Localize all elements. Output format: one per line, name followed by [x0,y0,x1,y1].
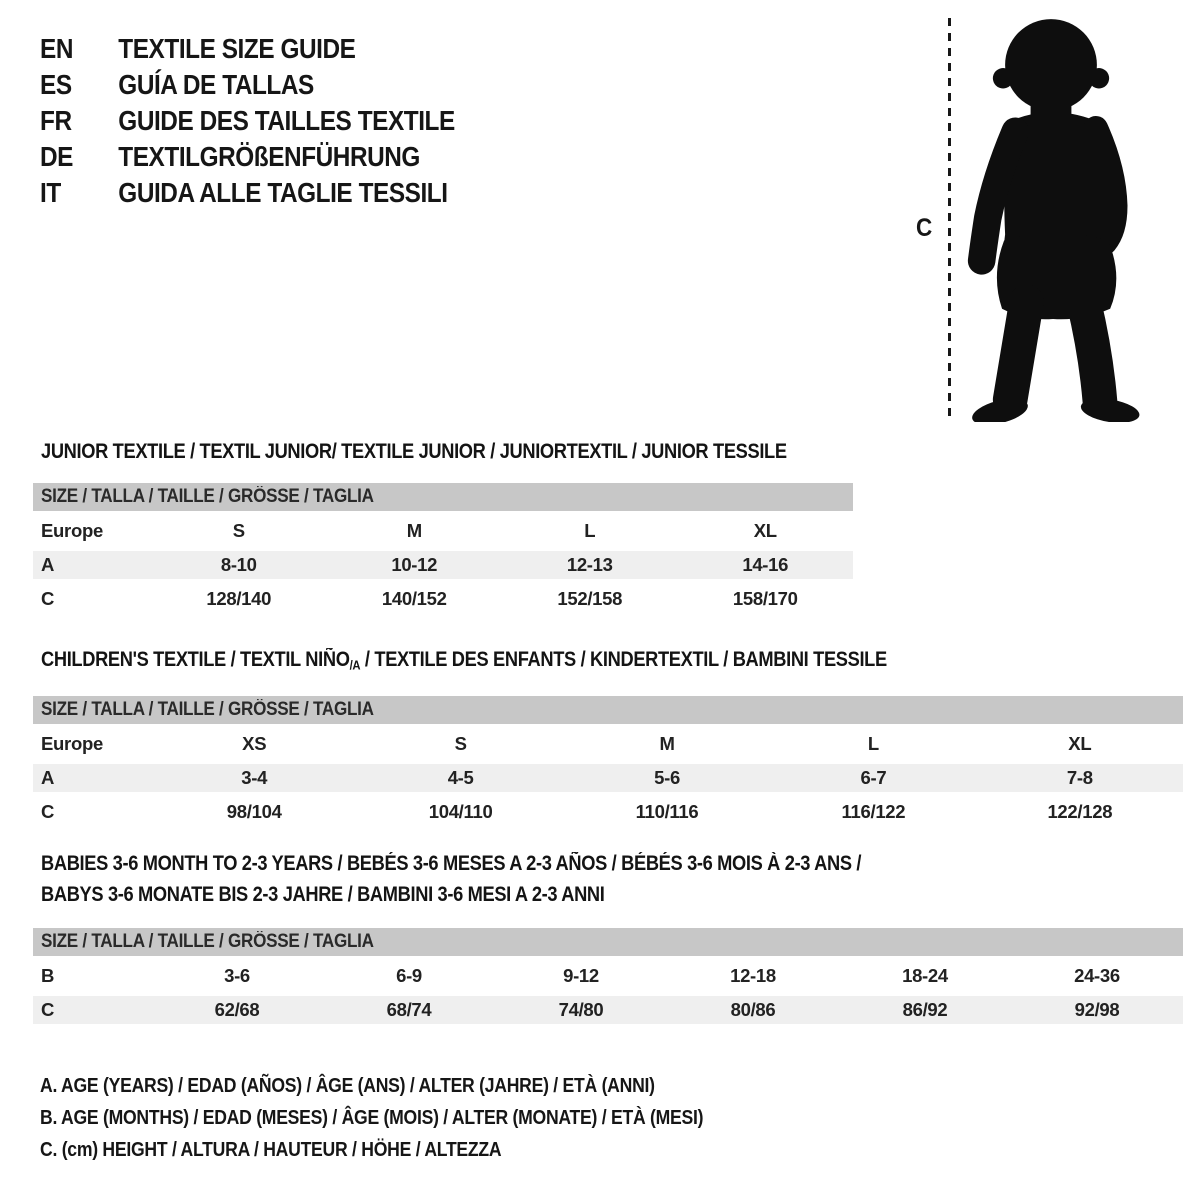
row-label: A [41,554,55,575]
table-row-b [33,959,1183,993]
table-row-a [33,551,853,579]
cell-value: 128/140 [206,588,272,609]
cell-value: L [584,520,596,541]
section-junior-textile [33,436,853,616]
row-label: B [41,965,55,986]
language-code: DE [40,141,73,172]
language-title: GUÍA DE TALLAS [118,69,314,100]
table-row-c [33,582,853,616]
cell-value: 7-8 [1066,767,1093,789]
cell-value: 6-7 [860,767,887,789]
row-label: Europe [41,520,103,541]
language-code: EN [40,33,73,64]
cell-value: 12-18 [730,965,776,986]
cell-value: 122/128 [1047,801,1113,823]
table-row-c [33,795,1183,829]
cell-value: S [454,733,467,755]
cell-value: 6-9 [396,965,422,986]
height-measure-line [948,18,951,418]
cell-value: 5-6 [654,767,680,789]
table-row-europe [33,514,853,548]
section-title-segment: BABYS 3-6 MONATE BIS 2-3 JAHRE / BAMBINI 3-6 MESI A 2-3 ANNI [41,883,605,906]
cell-value: 62/68 [214,999,260,1020]
cell-value: 4-5 [447,767,474,789]
cell-value: 158/170 [732,588,798,609]
cell-value: XL [753,520,777,541]
language-row [40,31,455,67]
footnote: B. AGE (MONTHS) / EDAD (MESES) / ÂGE (MOIS) / ALTER (MONATE) / ETÀ (MESI) [40,1107,704,1129]
cell-value: 18-24 [902,965,948,986]
cell-value: XS [242,733,267,755]
section-title [33,848,1183,910]
size-table [33,514,853,616]
size-header-bar: SIZE / TALLA / TAILLE / GRÖSSE / TAGLIA [33,696,1183,724]
size-header-bar: SIZE / TALLA / TAILLE / GRÖSSE / TAGLIA [33,483,853,511]
cell-value: 80/86 [730,999,776,1020]
cell-value: 3-6 [224,965,250,986]
cell-value: 152/158 [557,588,623,609]
cell-value: L [867,733,879,755]
language-title-block [40,31,517,211]
height-measure-label: C [916,214,933,242]
language-code: FR [40,105,72,136]
cell-value: M [659,733,675,755]
language-row [40,139,455,175]
language-row [40,67,455,103]
section-title-segment: JUNIOR TEXTILE / TEXTIL JUNIOR/ TEXTILE JUNIOR / JUNIORTEXTIL / JUNIOR TESSILE [41,440,787,463]
footnotes-block [40,1070,794,1166]
cell-value: 9-12 [563,965,599,986]
section-title [33,436,853,467]
table-row-a [33,764,1183,792]
section-childrens-textile [33,644,1183,829]
toddler-silhouette-icon [958,14,1144,422]
section-babies-textile [33,848,1183,1027]
language-title: TEXTILGRÖßENFÜHRUNG [118,141,420,172]
footnote: C. (cm) HEIGHT / ALTURA / HAUTEUR / HÖHE / ALTEZZA [40,1139,502,1161]
cell-value: 68/74 [386,999,432,1020]
cell-value: 14-16 [742,554,789,575]
language-code: ES [40,69,72,100]
footnote: A. AGE (YEARS) / EDAD (AÑOS) / ÂGE (ANS) / ALTER (JAHRE) / ETÀ (ANNI) [40,1075,655,1097]
language-code: IT [40,177,61,208]
language-title: GUIDA ALLE TAGLIE TESSILI [118,177,448,208]
cell-value: 74/80 [558,999,604,1020]
language-row [40,175,455,211]
cell-value: 10-12 [391,554,438,575]
cell-value: 86/92 [902,999,948,1020]
cell-value: 116/122 [841,801,906,823]
section-title-segment: CHILDREN'S TEXTILE / TEXTIL NIÑO [41,648,350,671]
section-title [33,644,1183,680]
cell-value: 140/152 [381,588,447,609]
cell-value: 98/104 [226,801,282,823]
size-table [33,959,1183,1024]
language-row [40,103,455,139]
row-label: Europe [41,733,103,755]
cell-value: 12-13 [566,554,613,575]
cell-value: 3-4 [241,767,268,789]
row-label: C [41,999,55,1020]
row-label: C [41,588,55,609]
table-row-c [33,996,1183,1024]
size-header-bar: SIZE / TALLA / TAILLE / GRÖSSE / TAGLIA [33,928,1183,956]
section-title-segment: / TEXTILE DES ENFANTS / KINDERTEXTIL / BAMBINI TESSILE [360,648,887,671]
cell-value: S [232,520,245,541]
cell-value: 8-10 [220,554,257,575]
language-title: TEXTILE SIZE GUIDE [118,33,356,64]
cell-value: M [406,520,422,541]
cell-value: 104/110 [428,801,493,823]
cell-value: XL [1068,733,1092,755]
section-title-segment: BABIES 3-6 MONTH TO 2-3 YEARS / BEBÉS 3-6 MESES A 2-3 AÑOS / BÉBÉS 3-6 MOIS À 2-3 ANS / [41,852,862,875]
section-title-segment: /A [349,657,361,673]
cell-value: 110/116 [635,801,699,823]
row-label: C [41,801,55,823]
cell-value: 92/98 [1074,999,1120,1020]
table-row-europe [33,727,1183,761]
row-label: A [41,767,55,789]
cell-value: 24-36 [1074,965,1120,986]
size-table [33,727,1183,829]
language-title: GUIDE DES TAILLES TEXTILE [118,105,455,136]
